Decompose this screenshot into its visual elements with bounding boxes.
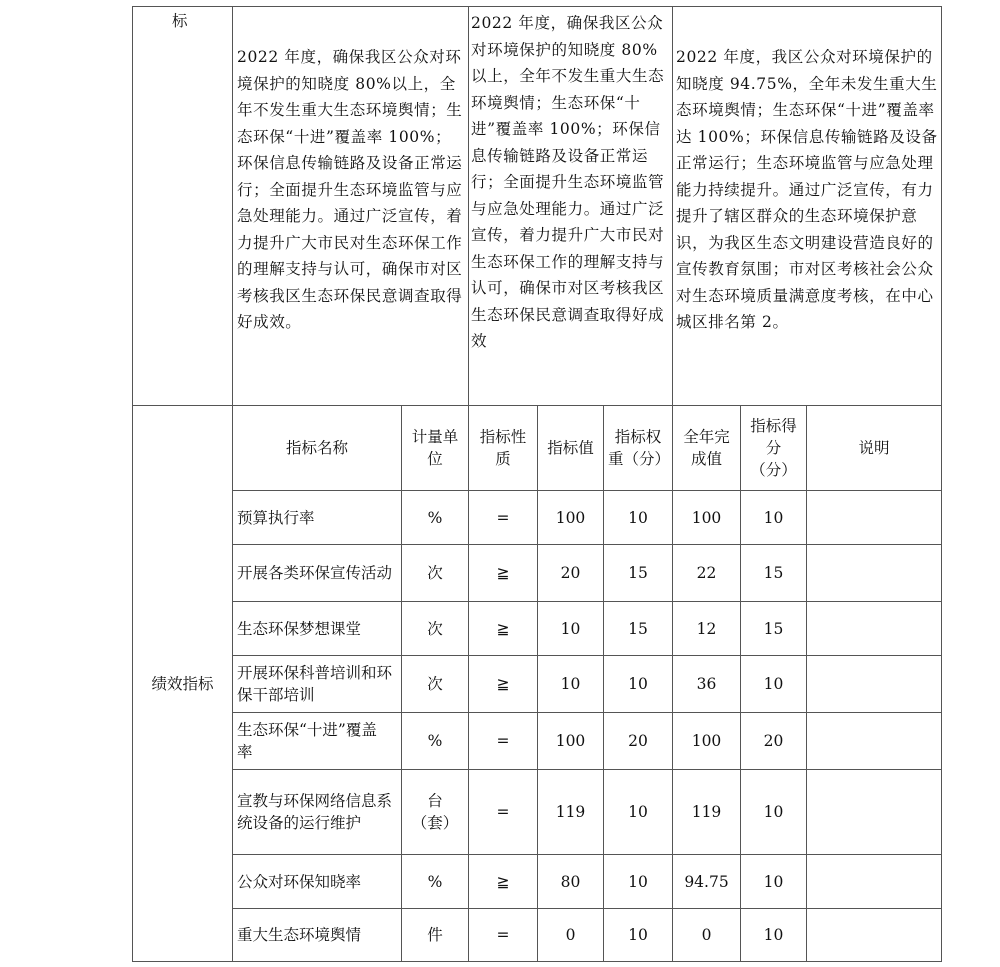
cell-actual: 0	[701, 926, 712, 944]
cell-note	[807, 602, 941, 655]
cell-actual: 94.75	[684, 872, 729, 891]
cell-weight: 20	[628, 732, 648, 750]
cell-actual: 119	[691, 803, 722, 821]
cell-target: 100	[555, 508, 586, 527]
cell-note	[807, 545, 941, 601]
cell-weight: 10	[628, 872, 648, 891]
cell-score: 10	[763, 926, 784, 944]
cell-weight: 15	[628, 619, 648, 638]
cell-unit: %	[427, 508, 443, 527]
cell-unit: %	[427, 872, 443, 891]
cell-note	[807, 909, 941, 961]
cell-name: 开展各类环保宣传活动	[237, 564, 393, 582]
header-name: 指标名称	[285, 439, 348, 457]
cell-weight: 10	[628, 675, 648, 693]
cell-score: 10	[763, 803, 784, 821]
header-nature: 指标性质	[479, 428, 527, 468]
cell-target: 80	[560, 872, 581, 891]
cell-score: 10	[763, 872, 784, 891]
cell-score: 10	[763, 508, 784, 527]
cell-name: 生态环保梦想课堂	[237, 619, 362, 638]
cell-name: 公众对环保知晓率	[237, 872, 362, 891]
cell-weight: 10	[628, 926, 648, 944]
cell-actual: 22	[696, 564, 717, 582]
cell-name: 开展环保科普培训和环保干部培训	[237, 664, 393, 704]
row-label-target: 标	[172, 12, 189, 30]
cell-nature: ≧	[496, 872, 510, 891]
cell-note	[807, 491, 941, 544]
cell-unit: 件	[427, 926, 443, 944]
cell-target: 0	[565, 926, 576, 944]
cell-score: 15	[763, 619, 784, 638]
cell-unit: 次	[427, 619, 443, 638]
cell-nature: =	[496, 803, 510, 821]
cell-target: 10	[560, 675, 581, 693]
cell-note	[807, 656, 941, 712]
cell-weight: 10	[628, 508, 648, 527]
cell-name: 宣教与环保网络信息系统设备的运行维护	[237, 792, 393, 832]
cell-target: 20	[560, 564, 581, 582]
cell-nature: =	[496, 508, 510, 527]
annual-actual-text: 2022 年度，我区公众对环境保护的知晓度 94.75%，全年未发生重大生态环境舆情；生态环保“十进”覆盖率达 100%；环保信息传输链路及设备正常运行；生态环境监管与应急处理能力持续提升。通过广泛宣传，有力提升了辖区群众的生态环境保护意识，为我区生态文明建设营造良好的宣传教育氛围；市对区考核社会公众对生态环境质量满意度考核，在中心城区排名第 2。	[676, 48, 938, 331]
cell-target: 100	[555, 732, 586, 750]
cell-unit: 次	[427, 564, 443, 582]
cell-nature: =	[496, 732, 510, 750]
cell-name: 重大生态环境舆情	[237, 926, 362, 944]
cell-nature: ≧	[496, 619, 510, 638]
cell-note	[807, 713, 941, 769]
cell-actual: 36	[696, 675, 717, 693]
cell-target: 10	[560, 619, 581, 638]
cell-actual: 100	[691, 508, 722, 527]
table-border-right	[941, 6, 942, 962]
annual-target-text-2: 2022 年度，确保我区公众对环境保护的知晓度 80%以上，全年不发生重大生态环境舆情；生态环保“十进”覆盖率 100%；环保信息传输链路及设备正常运行；全面提升生态环境监管与应急处理能力。通过广泛宣传，着力提升广大市民对生态环保工作的理解支持与认可，确保市对区考核我区生态环保民意调查取得好成效	[471, 14, 665, 350]
cell-score: 10	[763, 675, 784, 693]
cell-note	[807, 855, 941, 908]
header-unit: 计量单位	[411, 428, 459, 468]
cell-name: 生态环保“十进”覆盖率	[237, 721, 377, 761]
header-target: 指标值	[547, 439, 594, 457]
cell-weight: 15	[628, 564, 648, 582]
cell-unit: 次	[427, 675, 443, 693]
cell-target: 119	[555, 803, 586, 821]
section-label-performance: 绩效指标	[151, 674, 214, 693]
cell-unit: 台（套）	[411, 792, 459, 832]
cell-unit: %	[427, 732, 443, 750]
header-actual: 全年完成值	[683, 428, 730, 468]
cell-score: 15	[763, 564, 784, 582]
cell-actual: 100	[691, 732, 722, 750]
header-score: 指标得分（分）	[750, 417, 797, 479]
cell-actual: 12	[696, 619, 717, 638]
cell-note	[807, 770, 941, 854]
cell-nature: ≧	[496, 564, 510, 582]
cell-weight: 10	[628, 803, 648, 821]
cell-nature: =	[496, 926, 510, 944]
header-weight: 指标权重（分）	[608, 428, 671, 468]
header-note: 说明	[858, 439, 890, 457]
cell-score: 20	[763, 732, 784, 750]
annual-target-text: 2022 年度，确保我区公众对环境保护的知晓度 80%以上，全年不发生重大生态环境舆情；生态环保“十进”覆盖率 100%；环保信息传输链路及设备正常运行；全面提升生态环境监管与应急处理能力。通过广泛宣传，着力提升广大市民对生态环保工作的理解支持与认可，确保市对区考核我区生态环保民意调查取得好成效。	[237, 48, 463, 331]
cell-nature: ≧	[496, 675, 510, 693]
table-border-top	[132, 6, 942, 7]
cell-name: 预算执行率	[237, 508, 315, 527]
